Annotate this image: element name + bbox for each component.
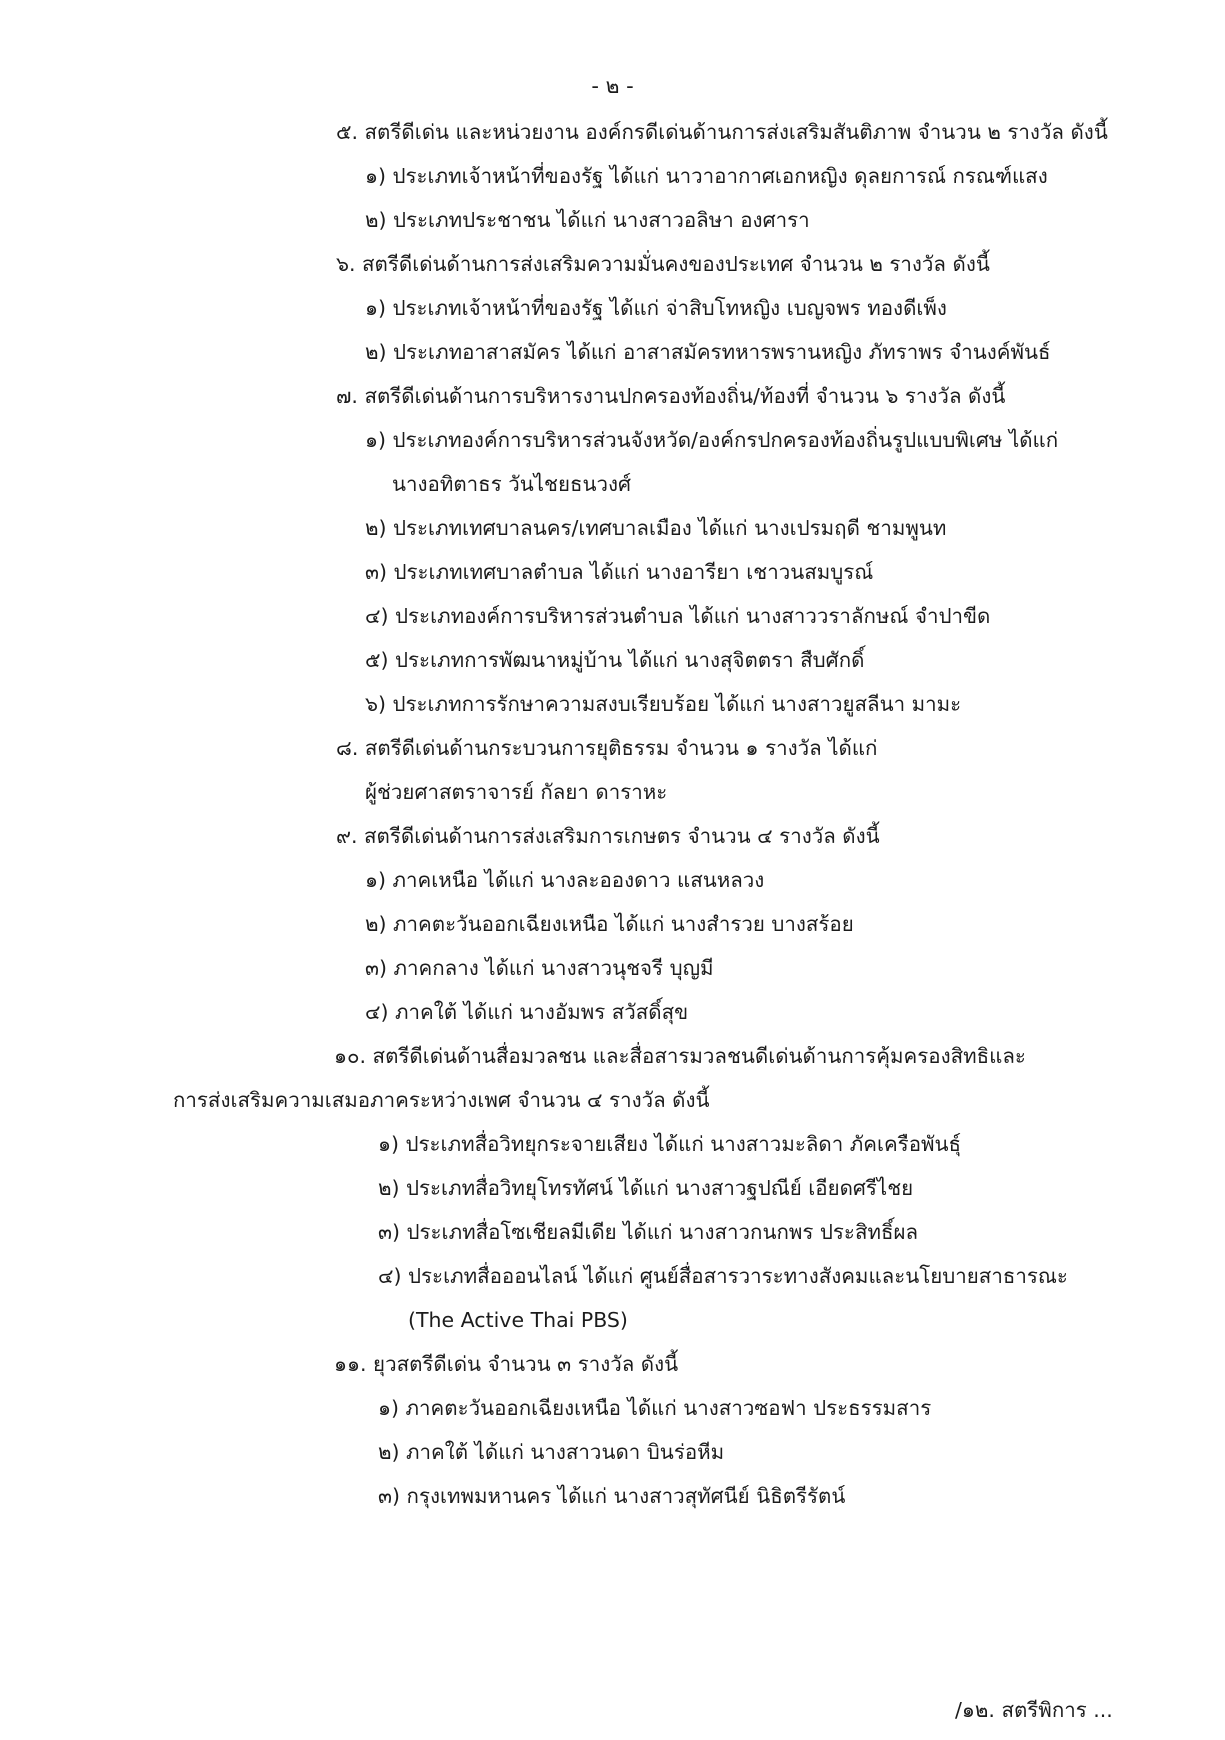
- list-item: ๑) ประเภทองค์การบริหารส่วนจังหวัด/องค์กรปกครองท้องถิ่นรูปแบบพิเศษ ได้แก่: [365, 428, 1059, 452]
- list-item: ๖) ประเภทการรักษาความสงบเรียบร้อย ได้แก่ นางสาวยูสลีนา มามะ: [365, 692, 962, 716]
- list-item: ๔) ภาคใต้ ได้แก่ นางอัมพร สวัสดิ์สุข: [365, 1000, 689, 1024]
- list-item-continuation: นางอทิตาธร วันไชยธนวงศ์: [392, 472, 632, 496]
- list-item: ๒) ภาคใต้ ได้แก่ นางสาวนดา บินร่อหีม: [378, 1440, 725, 1464]
- list-item: ๔) ประเภทสื่อออนไลน์ ได้แก่ ศูนย์สื่อสารวาระทางสังคมและนโยบายสาธารณะ: [378, 1264, 1068, 1288]
- list-item: ๔) ประเภทองค์การบริหารส่วนตำบล ได้แก่ นางสาววราลักษณ์ จำปาขีด: [365, 604, 991, 628]
- section-8-awardee: ผู้ช่วยศาสตราจารย์ กัลยา ดาราหะ: [365, 780, 668, 804]
- list-item: ๑) ภาคตะวันออกเฉียงเหนือ ได้แก่ นางสาวซอฟา ประธรรมสาร: [378, 1396, 932, 1420]
- list-item: ๒) ภาคตะวันออกเฉียงเหนือ ได้แก่ นางสำรวย บางสร้อย: [365, 912, 854, 936]
- section-8-heading: ๘. สตรีดีเด่นด้านกระบวนการยุติธรรม จำนวน ๑ รางวัล ได้แก่: [336, 736, 878, 760]
- list-item: ๓) ประเภทเทศบาลตำบล ได้แก่ นางอารียา เชาวนสมบูรณ์: [365, 560, 874, 584]
- list-item: ๒) ประเภทประชาชน ได้แก่ นางสาวอลิษา องศารา: [365, 208, 810, 232]
- list-item: ๕) ประเภทการพัฒนาหมู่บ้าน ได้แก่ นางสุจิตตรา สืบศักดิ์: [365, 648, 865, 672]
- section-5-heading: ๕. สตรีดีเด่น และหน่วยงาน องค์กรดีเด่นด้านการส่งเสริมสันติภาพ จำนวน ๒ รางวัล ดังนี้: [336, 120, 1108, 144]
- list-item: ๓) ประเภทสื่อโซเชียลมีเดีย ได้แก่ นางสาวกนกพร ประสิทธิ์ผล: [378, 1220, 919, 1244]
- list-item: ๒) ประเภทอาสาสมัคร ได้แก่ อาสาสมัครทหารพรานหญิง ภัทราพร จำนงค์พันธ์: [365, 340, 1051, 364]
- list-item: ๒) ประเภทเทศบาลนคร/เทศบาลเมือง ได้แก่ นางเปรมฤดี ชามพูนท: [365, 516, 947, 540]
- list-item: ๓) กรุงเทพมหานคร ได้แก่ นางสาวสุทัศนีย์ นิธิตรีรัตน์: [378, 1484, 846, 1508]
- section-9-heading: ๙. สตรีดีเด่นด้านการส่งเสริมการเกษตร จำนวน ๔ รางวัล ดังนี้: [336, 824, 880, 848]
- section-6-heading: ๖. สตรีดีเด่นด้านการส่งเสริมความมั่นคงของประเทศ จำนวน ๒ รางวัล ดังนี้: [336, 252, 990, 276]
- list-item: ๑) ประเภทสื่อวิทยุกระจายเสียง ได้แก่ นางสาวมะลิดา ภัคเครือพันธุ์: [378, 1132, 962, 1156]
- list-item: ๑) ประเภทเจ้าหน้าที่ของรัฐ ได้แก่ จ่าสิบโทหญิง เบญจพร ทองดีเพ็ง: [365, 296, 947, 320]
- section-7-heading: ๗. สตรีดีเด่นด้านการบริหารงานปกครองท้องถิ่น/ท้องที่ จำนวน ๖ รางวัล ดังนี้: [336, 384, 1006, 408]
- list-item: ๓) ภาคกลาง ได้แก่ นางสาวนุชจรี บุญมี: [365, 956, 714, 980]
- list-item: ๑) ภาคเหนือ ได้แก่ นางละอองดาว แสนหลวง: [365, 868, 765, 892]
- list-item-continuation: (The Active Thai PBS): [408, 1308, 628, 1332]
- list-item: ๒) ประเภทสื่อวิทยุโทรทัศน์ ได้แก่ นางสาวฐปณีย์ เอียดศรีไชย: [378, 1176, 914, 1200]
- section-11-heading: ๑๑. ยุวสตรีดีเด่น จำนวน ๓ รางวัล ดังนี้: [334, 1352, 679, 1376]
- list-item: ๑) ประเภทเจ้าหน้าที่ของรัฐ ได้แก่ นาวาอากาศเอกหญิง ดุลยการณ์ กรณฑ์แสง: [365, 164, 1048, 188]
- section-10-heading: ๑๐. สตรีดีเด่นด้านสื่อมวลชน และสื่อสารมวลชนดีเด่นด้านการคุ้มครองสิทธิและ: [334, 1044, 1026, 1068]
- section-10-heading-continuation: การส่งเสริมความเสมอภาคระหว่างเพศ จำนวน ๔ รางวัล ดังนี้: [173, 1088, 710, 1112]
- continuation-footer: /๑๒. สตรีพิการ ...: [955, 1698, 1113, 1722]
- page-number: - ๒ -: [591, 74, 634, 98]
